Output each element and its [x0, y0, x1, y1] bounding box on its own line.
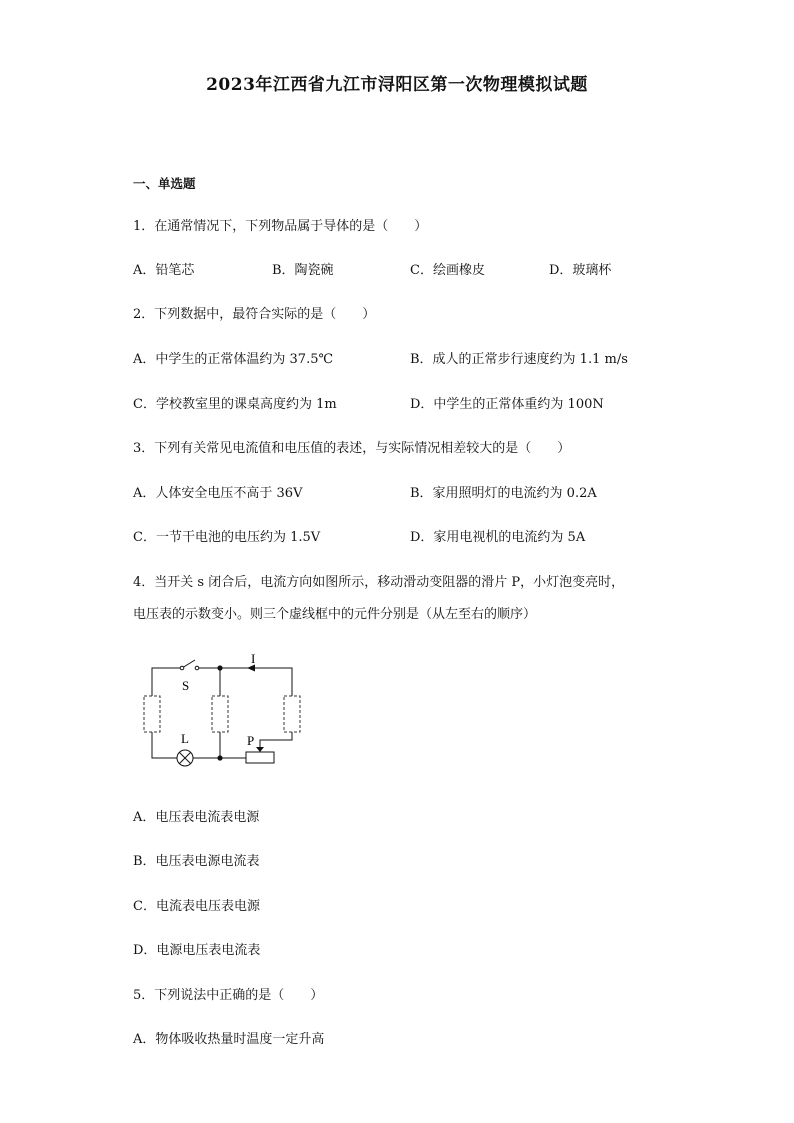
question-2-option-b: B．成人的正常步行速度约为 1.1 m/s: [410, 352, 628, 367]
dashed-box-right: [284, 696, 300, 732]
wire-top-right: [197, 668, 292, 696]
label-slider: P: [247, 733, 255, 748]
question-4-option-d: D．电源电压表电流表: [133, 943, 261, 958]
question-2-option-a: A．中学生的正常体温约为 37.5℃: [133, 352, 334, 367]
question-1-option-c: C．绘画橡皮: [410, 263, 485, 278]
question-1-stem: 1．在通常情况下，下列物品属于导体的是（ ）: [133, 219, 428, 234]
dashed-box-left: [144, 696, 160, 732]
switch-contact-right: [195, 666, 199, 670]
question-1-option-d: D．玻璃杯: [549, 263, 612, 278]
circuit-diagram: [140, 648, 310, 773]
label-lamp: L: [181, 731, 189, 746]
dashed-box-middle: [212, 696, 228, 732]
page-title: 2023年江西省九江市浔阳区第一次物理模拟试题: [206, 75, 588, 95]
question-4-option-c: C．电流表电压表电源: [133, 899, 260, 914]
question-3-option-d: D．家用电视机的电流约为 5A: [410, 530, 586, 545]
question-5-stem: 5．下列说法中正确的是（ ）: [133, 988, 324, 1003]
junction-bottom: [217, 755, 222, 760]
label-current: I: [251, 651, 256, 666]
section-heading: 一、单选题: [133, 176, 196, 191]
wire-top-left: [152, 668, 182, 696]
switch-contact-left: [180, 666, 184, 670]
wire-slider: [260, 732, 292, 748]
question-4-stem-line-1: 4．当开关 s 闭合后，电流方向如图所示，移动滑动变阻器的滑片 P，小灯泡变亮时，: [133, 575, 625, 590]
label-switch: S: [182, 678, 190, 693]
question-4-option-a: A．电压表电流表电源: [133, 810, 260, 825]
question-4-stem-line-2: 电压表的示数变小。则三个虚线框中的元件分别是（从左至右的顺序）: [133, 607, 537, 622]
question-2-option-d: D．中学生的正常体重约为 100N: [410, 397, 604, 412]
lamp-icon: [177, 750, 193, 766]
question-2-stem: 2．下列数据中，最符合实际的是（ ）: [133, 307, 376, 322]
question-4-option-b: B．电压表电源电流表: [133, 854, 260, 869]
question-1-option-b: B．陶瓷碗: [272, 263, 334, 278]
junction-top: [217, 665, 222, 670]
question-1-option-a: A．铅笔芯: [133, 263, 195, 278]
question-3-stem: 3．下列有关常见电流值和电压值的表述，与实际情况相差较大的是（ ）: [133, 441, 571, 456]
slider-arrow-icon: [256, 747, 264, 752]
question-5-option-a: A．物体吸收热量时温度一定升高: [133, 1032, 325, 1047]
question-3-option-c: C．一节干电池的电压约为 1.5V: [133, 530, 321, 545]
rheostat-icon: [246, 752, 274, 763]
question-3-option-a: A．人体安全电压不高于 36V: [133, 486, 303, 501]
wire-left-bottom: [152, 732, 177, 758]
question-3-option-b: B．家用照明灯的电流约为 0.2A: [410, 486, 597, 501]
question-2-option-c: C．学校教室里的课桌高度约为 1m: [133, 397, 337, 412]
